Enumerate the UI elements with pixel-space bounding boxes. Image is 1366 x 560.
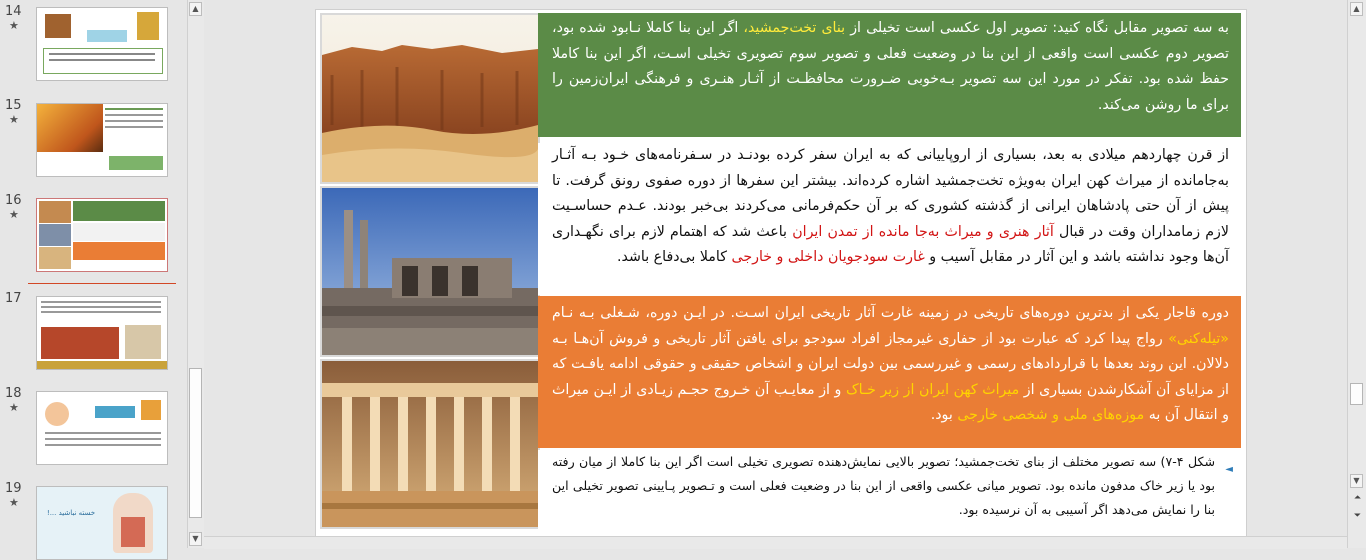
scrollbar-thumb[interactable]	[1350, 383, 1363, 405]
triangle-down-icon[interactable]: ▼	[1350, 474, 1363, 488]
figure-caption[interactable]	[538, 450, 1241, 530]
slide-number: 18	[5, 386, 22, 401]
history-text-cont: باعث شد که اهتمام لازم برای نگهـداری آن‌ها وجود نداشته باشد و این آثار در مقابل آسیب و	[552, 223, 1229, 265]
slide-thumbnail[interactable]	[36, 103, 168, 177]
qajar-text: دوره قاجار یکی از بدترین دوره‌های تاریخی در زمینه غارت آثار تاریخی ایران اسـت. در ایـن دوره، شـغلی بـه نـام	[552, 305, 1229, 321]
triangle-up-icon[interactable]: ▲	[189, 2, 202, 16]
highlight-tileh-kani: «تیله‌کنی»	[1168, 330, 1229, 347]
photo-imaginary-ruins[interactable]	[320, 13, 540, 184]
slide-number: 16	[5, 193, 22, 208]
slide-thumbnail[interactable]	[36, 391, 168, 465]
animation-star-icon: ★	[9, 19, 19, 32]
scrollbar-thumb[interactable]	[189, 368, 202, 518]
thumbnail-title: خسته نباشید ...!	[46, 509, 96, 517]
qajar-text-cont2: و از معایـب آن خـروج حجـم زیـادی از ایـن میراث و انتقال آن به	[552, 381, 1229, 423]
slide-number: 14	[5, 4, 22, 19]
slide-canvas[interactable]	[315, 9, 1247, 537]
slide-number: 17	[5, 291, 22, 306]
slide-thumbnail[interactable]	[36, 7, 168, 81]
qajar-text-cont: رواج پیدا کرد که عبارت بود از حفاری غیرمجاز افراد سودجو برای یافتن آثار تاریخی و فروش آن‌هـا بـه دلالان. این روند بعدها با قراردادهای رسمی و غیررسمی بین دولت ایران و اشخاص حقیقی و حقوقی ادامه یافـت که از مزایای آن آشکارشدن بسیاری از	[552, 330, 1229, 398]
highlight-persepolis: بنای تخت‌جمشید،	[743, 20, 846, 36]
slide-editor-area	[204, 0, 1347, 548]
highlight-foreign-museums: موزه‌های ملی و شخصی خارجی	[957, 407, 1145, 423]
qajar-text-block[interactable]	[538, 296, 1241, 448]
selection-indicator	[28, 283, 176, 284]
horizontal-scrollbar[interactable]	[204, 536, 1347, 549]
caption-marker-icon: ◄	[1225, 464, 1233, 475]
slide-number: 15	[5, 98, 22, 113]
thumbnail-scrollbar[interactable]	[187, 0, 205, 548]
slide-thumbnail[interactable]	[36, 486, 168, 560]
slide-thumbnail[interactable]	[36, 198, 168, 272]
animation-star-icon: ★	[9, 496, 19, 509]
slide-thumbnail-pane	[0, 0, 187, 548]
qajar-text-end: بود.	[930, 407, 958, 423]
double-down-icon[interactable]: ⏷	[1353, 511, 1362, 521]
history-text-end: کاملا بی‌دفاع باشد.	[617, 249, 732, 265]
photo-persepolis-reconstructed[interactable]	[320, 359, 540, 529]
triangle-up-icon[interactable]: ▲	[1350, 2, 1363, 16]
intro-text-block[interactable]	[538, 13, 1241, 137]
animation-star-icon: ★	[9, 208, 19, 221]
highlight-heritage-underground: میراث کهن ایران از زیر خـاک	[845, 381, 1020, 398]
history-text-block[interactable]	[538, 143, 1241, 295]
animation-star-icon: ★	[9, 113, 19, 126]
intro-text-cont: اگر این بنا کاملا نـابود شده بود، تصویر دوم عکسی است واقعی از این بنا در وضعیت فعلی و تصویر سوم تصویری تخیلی اسـت، اگر این بنا کاملا حفظ شده بود. تفکر در مورد این سه تصویر بـه‌خوبی ضـرورت محافظـت از آثـار هنـری و فرهنگی ایران‌زمین را برای ما روشن می‌کند.	[552, 20, 1229, 113]
editor-scrollbar[interactable]	[1347, 0, 1366, 548]
triangle-down-icon[interactable]: ▼	[189, 532, 202, 546]
intro-text: به سه تصویر مقابل نگاه کنید: تصویر اول عکسی است تخیلی از	[845, 20, 1229, 36]
slide-number: 19	[5, 481, 22, 496]
photo-persepolis-current[interactable]	[320, 186, 540, 357]
caption-text: شکل ۴-۷) سه تصویر مختلف از بنای تخت‌جمشید؛ تصویر بالایی نمایش‌دهنده تصویری تخیلی است اگر این بنا کاملا از میان رفته بود یا زیر خاک مدفون مانده بود. تصویر میانی عکسی واقعی از این بنا در وضعیت فعلی است و تـصویر پـایینی تصویر تخیلی این بنا را نمایش می‌دهد اگر آسیبی به آن نرسیده بود.	[552, 454, 1215, 517]
double-up-icon[interactable]: ⏶	[1353, 493, 1362, 503]
highlight-heritage: آثار هنری و میراث به‌جا مانده از تمدن ایران	[792, 223, 1054, 240]
slide-thumbnail[interactable]	[36, 296, 168, 370]
animation-star-icon: ★	[9, 401, 19, 414]
highlight-looters: غارت سودجویان داخلی و خارجی	[731, 249, 925, 265]
history-text: از قرن چهاردهم میلادی به بعد، بسیاری از اروپاییانی که به ایران سفر کرده بودنـد در سـفرنامه‌های خـود بـه آثـار به‌جامانده از میراث کهن ایران به‌ویژه تخت‌جمشید اشاره کرده‌اند. بیشتر این سفرها از دوره صفوی رونق گرفت. تا پیش از آن حتی پادشاهان ایرانی از گذشته کشوری که بر آن حکم‌فرمانی می‌کردند بی‌خبر بودند. عـدم حساسـیت لازم زمامداران وقت در قبال	[552, 147, 1229, 240]
